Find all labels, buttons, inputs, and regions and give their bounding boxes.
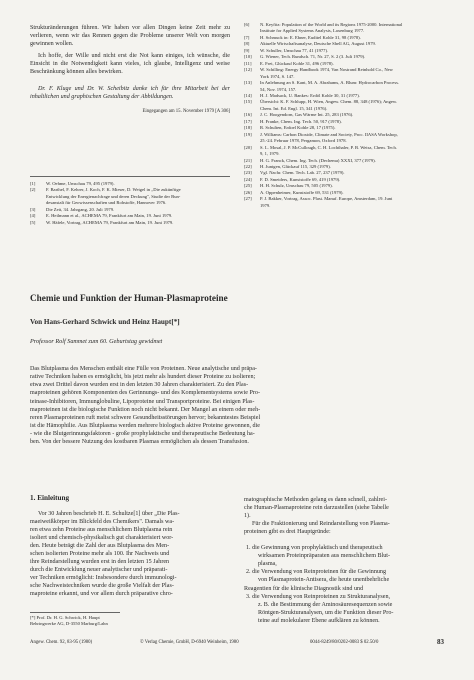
reference-number: [13] (244, 80, 252, 86)
article-title: Chemie und Funktion der Human-Plasmaproteine (30, 293, 228, 303)
reference-text: Entwicklung der Energienachfrage und deren Deckung", Studie der Bun- (46, 193, 181, 199)
body-text-line: den. Heute beträgt die Zahl der aus Blutplasma des Men- (30, 543, 170, 550)
reference-number: [2] (30, 187, 36, 193)
reference-text: Vgl. Nachr. Chem. Tech. Lab. 27, 237 (1979). (260, 170, 345, 176)
reference-text: H. Juntgen, Glückauf 115, 329 (1979). (260, 163, 331, 169)
abstract-line: rative Techniken haben es ermöglicht, bis jetzt mehr als hundert dieser Proteine zu isolieren; (30, 374, 256, 381)
reference-text: York 1974, S. 147. (260, 73, 295, 79)
reference-text: G. Wiener, Tech. Rundsch. 71, Nr. 27, S. 2 (3. Juli 1979). (260, 54, 366, 60)
reference-number: [11] (244, 60, 252, 66)
body-text-line: ren etwa zehn Proteine aus menschlichem Blutplasma rein (30, 527, 173, 534)
reference-number: [24] (244, 176, 252, 182)
body-text-line: 1. die Gewinnung von prophylaktisch und therapeutisch (246, 545, 383, 552)
abstract-line: maproteinen gehören Komponenten des Gerinnungs- und des Komplementsystems sowie Pro- (30, 390, 260, 397)
body-text-line: durch die Entwicklung neuer analytischer und präparati- (30, 567, 168, 574)
reference-number: [21] (244, 157, 252, 163)
reference-number: [23] (244, 170, 252, 176)
reference-number: [18] (244, 125, 252, 131)
reference-text: H. H. Schulz, Umschau 79, 505 (1979). (260, 183, 333, 189)
reference-text: H. J. Madsack, U. Bankes: Erdöl Kohle 30, 31 (1977). (260, 92, 360, 98)
abstract-line: Das Blutplasma des Menschen enthält eine Fülle von Proteinen. Neue analytische und präpa- (30, 366, 257, 372)
body-text-line: Reagentien für die klinische Diagnostik sind und (244, 585, 364, 592)
reference-text: W. Häfele, Vortrag, ACHEMA 79, Frankfurt am Main, 19. Juni 1979. (46, 219, 174, 225)
introduction-right-column (244, 496, 448, 625)
closing-paragraph: Strukturänderungen führen. Wir haben vor allen Dingen keine Zeit mehr zu verlieren, wenn wir das Rennen gegen die Probleme unserer Welt von morgen gewinnen wollen. (30, 25, 230, 48)
article-dedication: Professor Rolf Sammet zum 60. Geburtstag gewidmet (30, 338, 163, 345)
reference-text: Übersicht: K. F. Schlupp, H. Wien, Angew. Chem. 88, 348 (1976); Angew. (260, 99, 398, 105)
abstract-line: maproteinen ist die biologische Funktion noch nicht bekannt. Der Mangel an einem oder meh- (30, 406, 261, 413)
abstract-line: - wie die Blutgerinnungsfaktoren - große prophylaktische und therapeutische Bedeutung ha- (30, 431, 255, 438)
reference-list-left (30, 181, 230, 226)
received-date: Eingegangen am 15. November 1979 [A 306] (142, 108, 230, 114)
reference-text: H. G. Franck, Chem. Ing. Tech. (Dechema) XXXI, 377 (1979). (260, 157, 376, 163)
article-code: 0044-8249/80/0202-0083 $ 02.50/0 (310, 640, 379, 645)
body-text-line: Vor 30 Jahren beschrieb H. E. Schultze[1] über „Die Plas- (38, 511, 180, 517)
reference-text: J. Williams: Carbon Dioxide, Climate and Society, Proc. IIASA Workshop, (260, 131, 398, 137)
reference-text: F. Barthel, F. Kehrer, J. Koch, F. K. Mieser, D. Weigel in „Die zukünftige (46, 187, 181, 193)
reference-text: E. Heilmann et al., ACHEMA 79, Frankfurt am Main, 19. Juni 1979. (46, 213, 173, 219)
body-text-line: z. B. die Bestimmung der Aminosäuresequenzen sowie (258, 601, 393, 608)
reference-text: J. C. Hoogendorn, Gas Wärme Int. 25, 283 (1976). (260, 112, 354, 118)
reference-text: 9, 1, 1979. (260, 151, 280, 157)
page-number: 83 (437, 638, 444, 646)
reference-number: [17] (244, 118, 252, 124)
reference-list-right (244, 22, 446, 209)
reference-number: [10] (244, 54, 252, 60)
body-text-line: che Human-Plasmaproteine rein darzustellen (siehe Tabelle (244, 505, 389, 512)
body-text-line: Für die Fraktionierung und Reindarstellung von Plasma- (252, 521, 390, 528)
reference-number: [26] (244, 189, 252, 195)
article-authors: Von Hans-Gerhard Schwick und Heinz Haupt[*] (30, 318, 180, 326)
body-text-line: schen isolierten Proteine mehr als 100. Ihr Nachweis und (30, 551, 170, 558)
reference-text: N. Keyfitz: Population of the World and its Regions 1975-2000. International (260, 22, 403, 27)
reference-text: desanstalt für Geowissenschaften und Rohstoffe, Hannover 1976. (46, 200, 167, 206)
reference-number: [16] (244, 112, 252, 118)
body-text-line: isoliert und chemisch-physikalisch gut charakterisiert wor- (30, 535, 174, 542)
reference-number: [22] (244, 163, 252, 169)
body-text-line: sche Nachweistechniken wurde die große Vielfalt der Plas- (30, 583, 174, 590)
reference-number: [7] (244, 34, 250, 40)
reference-number: [1] (30, 181, 36, 186)
abstract-line: ben. Von der bessere Nutzung des kostbaren Plasmas ermöglichen als dessen Transfusion. (30, 439, 249, 446)
previous-article-column (30, 24, 230, 114)
journal-citation: Angew. Chem. 92, 83-95 (1980) (30, 640, 93, 645)
reference-text: S. L. Mosal, J. P. McCullough, C. H. Lochthaler, P. B. Weisz, Chem. Tech. (260, 144, 397, 150)
reference-number: [12] (244, 67, 252, 73)
reference-text: F. D. Smeiders, Kunststoffe 69, 419 (1979). (260, 176, 341, 182)
abstract-line: teinase-Inhibitoren, Immunglobuline, Lipoproteine und Transportproteine. Bei einigen Plas- (30, 398, 255, 405)
reference-number: [27] (244, 196, 252, 202)
reference-number: [15] (244, 99, 252, 105)
reference-text: H. Franke, Chem. Ing. Tech. 50, 917 (1978). (260, 118, 342, 124)
body-text-line: wirksamen Proteinpräparaten aus menschlichem Blut- (258, 553, 390, 560)
body-text-line: plasma, (258, 561, 277, 568)
reference-rule (30, 176, 230, 177)
reference-text: R. Schulten, Erdoel Kohle 28, 17 (1975). (260, 125, 336, 131)
reference-text: P. J. Bakker, Vortrag, Assoc. Plast. Manuf. Europe, Amsterdam, 19. Juni (260, 196, 393, 202)
reference-text: 25.-24. Februar 1978, Pergamon, Oxford 1978. (260, 138, 347, 144)
introduction-left-column (30, 510, 230, 599)
body-text-line: 2. die Verwendung von Reinproteinen für die Gewinnung (246, 569, 387, 576)
reference-number: [9] (244, 47, 250, 53)
reference-text: A. Oppenheimer, Kunststoffe 69, 531 (1979). (260, 189, 344, 195)
body-text-line: von Plasmaprotein-Antisera, die heute unentbehrliche (258, 577, 390, 584)
reference-entry (30, 220, 230, 226)
body-text-line: ver Techniken ermöglicht: Insbesondere durch immunologi- (30, 575, 177, 582)
body-text-line: maeiweißkörper im Blickfeld des Chemikers". Damals wa- (30, 519, 175, 526)
publisher-line: © Verlag Chemie, GmbH, D-6940 Weinheim, 1980 (140, 640, 239, 645)
article-abstract (30, 365, 440, 447)
reference-text: 1979. (260, 202, 271, 208)
body-text-line: maproteine erkannt, und vor allem durch präparative chro- (30, 591, 173, 598)
acknowledgement: Dr. F. Kluge und Dr. W. Scheibitz danke ich für ihre Mitarbeit bei der inhaltlichen und graphischen Gestaltung der Abbildungen. (30, 85, 230, 100)
reference-text: E. Frei, Glückauf Kohle 31, 496 (1978). (260, 60, 334, 66)
reference-number: [8] (244, 41, 250, 47)
body-text-line: ihre Reindarstellung wurden erst in den letzten 15 Jahren (30, 559, 170, 566)
author-footnote (30, 615, 230, 628)
section-heading: 1. Einleitung (30, 494, 70, 502)
body-text-line: 3. die Verwendung von Reinproteinen zu Strukturanalysen, (246, 593, 391, 600)
reference-text: 54, Nov. 1974, 157. (260, 86, 297, 92)
abstract-line: reren Plasmaproteinen ruft meist schwere Gesundheitsstörungen hervor; bekanntestes Beispiel (30, 414, 261, 421)
abstract-line: ist die Hämophilie. Aus Blutplasma werden mehrere biologisch aktive Proteine gewonnen, die (30, 423, 260, 430)
reference-text: W. Schuller, Umschau 77, 41 (1977). (260, 47, 329, 53)
reference-text: H. Schmuck in: E. Ebner, Euditel Kohle 31, 98 (1978). (260, 34, 361, 40)
reference-number: [25] (244, 183, 252, 189)
reference-text: Chem. Int. Ed. Engl. 15, 341 (1976). (260, 105, 328, 111)
reference-text: Institute for Applied Systems Analysis, Laxenburg 1977. (260, 28, 365, 34)
body-text-line: proteinen gibt es drei Hauptgründe: (244, 529, 331, 536)
reference-number: [6] (244, 22, 250, 27)
body-text-line: 1). (244, 513, 251, 520)
reference-number: [19] (244, 131, 252, 137)
body-text-line (244, 536, 448, 544)
reference-number: [5] (30, 219, 36, 225)
body-text-line: matographische Methoden gelang es dann schnell, zahlrei- (244, 497, 387, 503)
footnote-rule (30, 612, 120, 613)
reference-text: W. Schilling: Energy Handbook 1974, Van Nostrand Reinhold Co., New (260, 67, 393, 73)
reference-number: [4] (30, 213, 36, 219)
reference-number: [3] (30, 206, 36, 212)
reference-text: W. Oehme, Umschau 79, 495 (1979). (46, 181, 115, 186)
reference-text: Die Zeit, 34. Jahrgang, 20. Juli 1979. (46, 206, 115, 212)
closing-paragraph: Ich hoffe, der Wille und nicht erst die Not kann einiges, ich wünsche, die Einsicht in die Notwendigkeit kann vieles, ich glaube, Intelligenz und weise Beschränkung können alles bewirken. (30, 53, 230, 76)
body-text-line: Röntgen-Strukturanalysen, um die Funktion dieser Pro- (258, 609, 394, 616)
reference-text: Aktuelle Wirtschaftsanalyse, Deutsche Shell AG, August 1979. (260, 41, 376, 47)
reference-entry (244, 203, 446, 209)
abstract-line: etwa zwei Drittel davon wurden erst in den letzten 30 Jahren charakterisiert. Zu den Plas- (30, 382, 249, 389)
reference-number: [14] (244, 92, 252, 98)
reference-text: In Anlehnung an S. Kant, M. A. Abrahams, A. Blum: Hydrocarbon Process. (260, 80, 400, 86)
reference-number: [20] (244, 144, 252, 150)
footnote-line: [*] Prof. Dr. H. G. Schwick, H. Haupt (30, 615, 100, 620)
footnote-line: Behringwerke AG, D-3550 Marburg/Lahn (30, 621, 108, 627)
reference-number (244, 203, 260, 209)
body-text-line: teine auf molekularer Ebene aufklären zu können. (258, 617, 380, 624)
